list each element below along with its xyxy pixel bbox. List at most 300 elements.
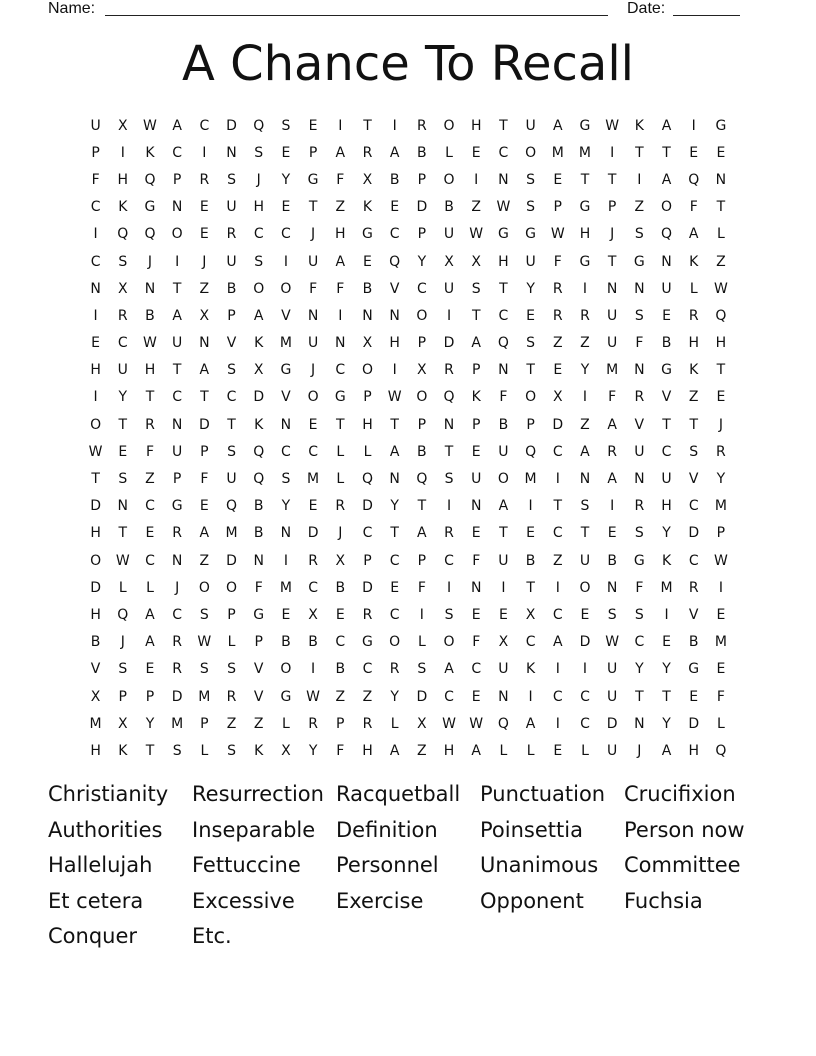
grid-letter[interactable]: P bbox=[607, 199, 617, 216]
grid-letter[interactable]: X bbox=[444, 253, 454, 270]
grid-letter[interactable]: S bbox=[199, 661, 209, 678]
grid-letter[interactable]: A bbox=[145, 606, 155, 623]
grid-letter[interactable]: D bbox=[198, 416, 210, 433]
grid-letter[interactable]: U bbox=[661, 280, 672, 297]
grid-letter[interactable]: I bbox=[283, 552, 288, 569]
grid-letter[interactable]: I bbox=[691, 117, 696, 134]
grid-letter[interactable]: E bbox=[199, 498, 209, 515]
grid-letter[interactable]: S bbox=[444, 471, 454, 488]
grid-letter[interactable]: P bbox=[227, 307, 236, 324]
grid-letter[interactable]: V bbox=[90, 661, 101, 678]
grid-letter[interactable]: W bbox=[605, 634, 620, 651]
grid-letter[interactable]: W bbox=[143, 335, 157, 352]
grid-letter[interactable]: B bbox=[688, 634, 699, 651]
grid-letter[interactable]: P bbox=[471, 416, 481, 433]
grid-letter[interactable]: S bbox=[227, 171, 236, 188]
grid-letter[interactable]: V bbox=[281, 307, 291, 324]
grid-letter[interactable]: T bbox=[689, 416, 698, 433]
grid-letter[interactable]: E bbox=[145, 661, 155, 678]
grid-letter[interactable]: C bbox=[688, 552, 699, 569]
grid-letter[interactable]: I bbox=[610, 144, 615, 161]
grid-letter[interactable]: Q bbox=[715, 307, 727, 324]
grid-letter[interactable]: H bbox=[362, 416, 373, 433]
grid-letter[interactable]: M bbox=[578, 144, 592, 161]
grid-letter[interactable]: I bbox=[392, 117, 397, 134]
grid-letter[interactable]: U bbox=[579, 552, 591, 569]
grid-letter[interactable]: A bbox=[688, 226, 699, 243]
grid-letter[interactable]: I bbox=[528, 688, 533, 705]
grid-letter[interactable]: T bbox=[200, 389, 209, 406]
grid-letter[interactable]: S bbox=[634, 226, 644, 243]
grid-letter[interactable]: C bbox=[281, 443, 291, 460]
grid-letter[interactable]: S bbox=[526, 335, 536, 352]
grid-letter[interactable]: U bbox=[498, 661, 509, 678]
grid-letter[interactable]: C bbox=[416, 280, 427, 297]
grid-letter[interactable]: S bbox=[281, 117, 291, 134]
grid-letter[interactable]: G bbox=[661, 362, 672, 379]
grid-letter[interactable]: C bbox=[335, 362, 346, 379]
grid-letter[interactable]: M bbox=[307, 471, 320, 488]
grid-letter[interactable]: W bbox=[143, 117, 157, 134]
grid-letter[interactable]: P bbox=[254, 634, 263, 651]
grid-letter[interactable]: B bbox=[281, 634, 291, 651]
grid-letter[interactable]: P bbox=[526, 416, 535, 433]
grid-letter[interactable]: X bbox=[362, 171, 373, 188]
grid-letter[interactable]: X bbox=[281, 742, 291, 759]
grid-letter[interactable]: T bbox=[553, 498, 563, 515]
grid-letter[interactable]: K bbox=[471, 389, 481, 406]
grid-letter[interactable]: X bbox=[117, 715, 128, 732]
grid-letter[interactable]: W bbox=[605, 117, 620, 134]
grid-letter[interactable]: A bbox=[661, 742, 672, 759]
grid-letter[interactable]: U bbox=[607, 661, 618, 678]
grid-letter[interactable]: T bbox=[635, 688, 644, 705]
grid-letter[interactable]: L bbox=[146, 579, 154, 596]
grid-letter[interactable]: C bbox=[580, 688, 590, 705]
grid-letter[interactable]: J bbox=[175, 579, 180, 596]
grid-letter[interactable]: H bbox=[117, 171, 129, 188]
grid-letter[interactable]: T bbox=[118, 525, 128, 542]
grid-letter[interactable]: B bbox=[661, 335, 672, 352]
grid-letter[interactable]: K bbox=[661, 552, 672, 569]
grid-letter[interactable]: K bbox=[118, 199, 128, 216]
grid-letter[interactable]: S bbox=[634, 606, 644, 623]
grid-letter[interactable]: E bbox=[281, 606, 291, 623]
grid-letter[interactable]: E bbox=[199, 199, 209, 216]
grid-letter[interactable]: E bbox=[281, 144, 291, 161]
grid-letter[interactable]: I bbox=[283, 253, 288, 270]
grid-letter[interactable]: I bbox=[311, 661, 316, 678]
grid-letter[interactable]: M bbox=[551, 144, 564, 161]
grid-letter[interactable]: H bbox=[362, 742, 373, 759]
grid-letter[interactable]: M bbox=[714, 498, 727, 515]
grid-letter[interactable]: W bbox=[197, 634, 212, 651]
grid-letter[interactable]: E bbox=[498, 606, 508, 623]
grid-letter[interactable]: F bbox=[716, 688, 725, 705]
grid-letter[interactable]: U bbox=[498, 552, 509, 569]
grid-letter[interactable]: E bbox=[390, 579, 400, 596]
grid-letter[interactable]: C bbox=[389, 226, 400, 243]
grid-letter[interactable]: U bbox=[90, 117, 101, 134]
grid-letter[interactable]: M bbox=[171, 715, 184, 732]
grid-letter[interactable]: A bbox=[552, 117, 563, 134]
grid-letter[interactable]: E bbox=[390, 199, 400, 216]
grid-letter[interactable]: H bbox=[90, 525, 101, 542]
grid-letter[interactable]: T bbox=[417, 498, 427, 515]
grid-letter[interactable]: U bbox=[525, 117, 536, 134]
grid-letter[interactable]: Y bbox=[145, 715, 155, 732]
grid-letter[interactable]: T bbox=[172, 280, 182, 297]
grid-letter[interactable]: C bbox=[90, 199, 101, 216]
grid-letter[interactable]: S bbox=[417, 661, 427, 678]
grid-letter[interactable]: Z bbox=[688, 389, 699, 406]
grid-letter[interactable]: W bbox=[88, 443, 103, 460]
grid-letter[interactable]: N bbox=[280, 416, 292, 433]
grid-letter[interactable]: C bbox=[552, 606, 563, 623]
grid-letter[interactable]: B bbox=[607, 552, 617, 569]
grid-letter[interactable]: E bbox=[607, 525, 617, 542]
grid-letter[interactable]: E bbox=[471, 606, 481, 623]
grid-letter[interactable]: U bbox=[443, 280, 455, 297]
grid-letter[interactable]: N bbox=[606, 579, 618, 596]
grid-letter[interactable]: E bbox=[689, 688, 699, 705]
grid-letter[interactable]: T bbox=[336, 416, 345, 433]
grid-letter[interactable]: Q bbox=[144, 171, 156, 188]
grid-letter[interactable]: V bbox=[253, 688, 264, 705]
grid-letter[interactable]: E bbox=[580, 606, 590, 623]
grid-letter[interactable]: F bbox=[200, 471, 209, 488]
grid-letter[interactable]: Z bbox=[471, 199, 482, 216]
grid-letter[interactable]: R bbox=[172, 634, 183, 651]
grid-letter[interactable]: Z bbox=[199, 552, 210, 569]
grid-letter[interactable]: C bbox=[498, 307, 509, 324]
grid-letter[interactable]: G bbox=[144, 199, 156, 216]
grid-letter[interactable]: C bbox=[552, 525, 563, 542]
grid-letter[interactable]: N bbox=[389, 307, 400, 324]
grid-letter[interactable]: Y bbox=[390, 498, 399, 515]
grid-letter[interactable]: A bbox=[525, 715, 536, 732]
grid-letter[interactable]: X bbox=[90, 688, 101, 705]
grid-letter[interactable]: R bbox=[335, 498, 346, 515]
grid-letter[interactable]: K bbox=[526, 661, 536, 678]
grid-letter[interactable]: I bbox=[664, 606, 669, 623]
grid-letter[interactable]: R bbox=[145, 416, 155, 433]
grid-letter[interactable]: O bbox=[389, 634, 401, 651]
grid-letter[interactable]: H bbox=[688, 742, 699, 759]
grid-letter[interactable]: P bbox=[417, 226, 427, 243]
grid-letter[interactable]: N bbox=[498, 362, 509, 379]
grid-letter[interactable]: L bbox=[717, 715, 725, 732]
grid-letter[interactable]: B bbox=[335, 661, 346, 678]
grid-letter[interactable]: Q bbox=[253, 443, 265, 460]
grid-letter[interactable]: T bbox=[580, 171, 590, 188]
grid-letter[interactable]: T bbox=[716, 199, 726, 216]
grid-letter[interactable]: T bbox=[662, 688, 671, 705]
grid-letter[interactable]: W bbox=[469, 226, 484, 243]
grid-letter[interactable]: D bbox=[688, 715, 700, 732]
grid-letter[interactable]: Q bbox=[416, 471, 428, 488]
grid-letter[interactable]: A bbox=[417, 525, 427, 542]
grid-letter[interactable]: R bbox=[444, 362, 454, 379]
grid-letter[interactable]: T bbox=[91, 471, 100, 488]
grid-letter[interactable]: L bbox=[282, 715, 290, 732]
grid-letter[interactable]: C bbox=[253, 226, 264, 243]
grid-letter[interactable]: F bbox=[635, 335, 644, 352]
grid-letter[interactable]: F bbox=[336, 171, 345, 188]
grid-letter[interactable]: R bbox=[172, 661, 183, 678]
grid-letter[interactable]: C bbox=[661, 443, 672, 460]
grid-letter[interactable]: Z bbox=[335, 199, 346, 216]
grid-letter[interactable]: P bbox=[145, 688, 155, 705]
grid-letter[interactable]: I bbox=[175, 253, 180, 270]
grid-letter[interactable]: Q bbox=[688, 171, 700, 188]
grid-letter[interactable]: T bbox=[526, 362, 535, 379]
grid-letter[interactable]: N bbox=[606, 280, 618, 297]
grid-letter[interactable]: P bbox=[336, 715, 345, 732]
grid-letter[interactable]: T bbox=[363, 117, 372, 134]
grid-letter[interactable]: X bbox=[199, 307, 210, 324]
grid-letter[interactable]: P bbox=[471, 362, 481, 379]
grid-letter[interactable]: J bbox=[311, 226, 316, 243]
grid-letter[interactable]: V bbox=[389, 280, 400, 297]
grid-letter[interactable]: U bbox=[443, 226, 455, 243]
grid-letter[interactable]: N bbox=[117, 498, 129, 515]
grid-letter[interactable]: S bbox=[281, 471, 291, 488]
grid-letter[interactable]: T bbox=[444, 443, 454, 460]
grid-letter[interactable]: T bbox=[145, 742, 155, 759]
grid-letter[interactable]: M bbox=[225, 525, 238, 542]
grid-letter[interactable]: E bbox=[471, 688, 481, 705]
grid-letter[interactable]: F bbox=[499, 389, 508, 406]
grid-letter[interactable]: E bbox=[145, 525, 155, 542]
grid-letter[interactable]: Q bbox=[525, 443, 537, 460]
grid-letter[interactable]: U bbox=[307, 335, 319, 352]
grid-letter[interactable]: O bbox=[443, 117, 455, 134]
grid-letter[interactable]: O bbox=[280, 661, 292, 678]
grid-letter[interactable]: N bbox=[90, 280, 101, 297]
grid-letter[interactable]: M bbox=[714, 634, 727, 651]
grid-letter[interactable]: E bbox=[118, 443, 128, 460]
grid-letter[interactable]: O bbox=[443, 634, 455, 651]
grid-letter[interactable]: O bbox=[90, 552, 102, 569]
grid-letter[interactable]: V bbox=[661, 389, 672, 406]
grid-letter[interactable]: P bbox=[91, 144, 100, 161]
grid-letter[interactable]: N bbox=[171, 199, 183, 216]
grid-letter[interactable]: A bbox=[580, 443, 590, 460]
grid-letter[interactable]: E bbox=[363, 253, 372, 270]
grid-letter[interactable]: N bbox=[389, 471, 400, 488]
grid-letter[interactable]: P bbox=[553, 199, 562, 216]
grid-letter[interactable]: K bbox=[145, 144, 155, 161]
grid-letter[interactable]: G bbox=[497, 226, 509, 243]
grid-letter[interactable]: L bbox=[336, 443, 345, 460]
grid-letter[interactable]: Z bbox=[552, 552, 563, 569]
grid-letter[interactable]: B bbox=[525, 552, 536, 569]
grid-letter[interactable]: L bbox=[499, 742, 508, 759]
grid-letter[interactable]: G bbox=[171, 498, 183, 515]
grid-letter[interactable]: X bbox=[471, 253, 482, 270]
grid-letter[interactable]: D bbox=[307, 525, 319, 542]
grid-letter[interactable]: L bbox=[200, 742, 209, 759]
grid-letter[interactable]: Y bbox=[526, 280, 535, 297]
grid-letter[interactable]: C bbox=[172, 606, 183, 623]
grid-letter[interactable]: S bbox=[634, 307, 644, 324]
grid-letter[interactable]: V bbox=[226, 335, 237, 352]
grid-letter[interactable]: P bbox=[227, 606, 236, 623]
grid-letter[interactable]: G bbox=[715, 117, 727, 134]
grid-letter[interactable]: I bbox=[338, 307, 343, 324]
grid-letter[interactable]: P bbox=[172, 471, 182, 488]
grid-letter[interactable]: P bbox=[308, 144, 318, 161]
grid-letter[interactable]: C bbox=[172, 144, 183, 161]
grid-letter[interactable]: O bbox=[198, 579, 210, 596]
grid-letter[interactable]: R bbox=[688, 307, 699, 324]
grid-letter[interactable]: F bbox=[417, 579, 426, 596]
grid-letter[interactable]: Y bbox=[308, 742, 318, 759]
grid-letter[interactable]: D bbox=[171, 688, 183, 705]
grid-letter[interactable]: M bbox=[279, 335, 292, 352]
grid-letter[interactable]: B bbox=[417, 144, 427, 161]
grid-letter[interactable]: A bbox=[498, 498, 509, 515]
grid-letter[interactable]: J bbox=[147, 253, 153, 270]
grid-letter[interactable]: Z bbox=[634, 199, 645, 216]
grid-letter[interactable]: T bbox=[499, 117, 508, 134]
grid-letter[interactable]: P bbox=[417, 552, 427, 569]
grid-letter[interactable]: D bbox=[606, 715, 618, 732]
grid-letter[interactable]: T bbox=[499, 280, 508, 297]
grid-letter[interactable]: L bbox=[526, 742, 535, 759]
grid-letter[interactable]: E bbox=[91, 335, 101, 352]
grid-letter[interactable]: I bbox=[501, 579, 506, 596]
grid-letter[interactable]: E bbox=[716, 606, 726, 623]
grid-letter[interactable]: U bbox=[117, 362, 128, 379]
grid-letter[interactable]: T bbox=[662, 416, 671, 433]
grid-letter[interactable]: A bbox=[335, 144, 346, 161]
grid-letter[interactable]: J bbox=[311, 362, 316, 379]
grid-letter[interactable]: R bbox=[416, 117, 427, 134]
grid-letter[interactable]: S bbox=[118, 661, 128, 678]
grid-letter[interactable]: P bbox=[363, 552, 372, 569]
grid-letter[interactable]: L bbox=[717, 226, 725, 243]
grid-letter[interactable]: N bbox=[715, 171, 727, 188]
grid-letter[interactable]: O bbox=[253, 280, 265, 297]
grid-letter[interactable]: Y bbox=[118, 389, 128, 406]
grid-letter[interactable]: D bbox=[90, 579, 101, 596]
grid-letter[interactable]: X bbox=[117, 117, 128, 134]
grid-letter[interactable]: C bbox=[90, 253, 101, 270]
grid-letter[interactable]: T bbox=[145, 389, 155, 406]
grid-letter[interactable]: G bbox=[579, 253, 591, 270]
grid-letter[interactable]: R bbox=[552, 280, 563, 297]
grid-letter[interactable]: A bbox=[172, 307, 182, 324]
grid-letter[interactable]: W bbox=[115, 552, 130, 569]
grid-letter[interactable]: Q bbox=[226, 498, 238, 515]
grid-letter[interactable]: U bbox=[226, 199, 237, 216]
grid-letter[interactable]: E bbox=[716, 389, 726, 406]
grid-letter[interactable]: E bbox=[308, 416, 318, 433]
grid-letter[interactable]: C bbox=[145, 552, 155, 569]
grid-letter[interactable]: G bbox=[307, 171, 319, 188]
grid-letter[interactable]: C bbox=[308, 579, 318, 596]
grid-letter[interactable]: A bbox=[172, 117, 182, 134]
grid-letter[interactable]: N bbox=[335, 335, 346, 352]
grid-letter[interactable]: O bbox=[525, 144, 537, 161]
grid-letter[interactable]: V bbox=[688, 471, 699, 488]
grid-letter[interactable]: N bbox=[634, 471, 645, 488]
grid-letter[interactable]: S bbox=[227, 443, 236, 460]
grid-letter[interactable]: P bbox=[417, 335, 427, 352]
grid-letter[interactable]: K bbox=[689, 253, 699, 270]
grid-letter[interactable]: L bbox=[227, 634, 236, 651]
grid-letter[interactable]: C bbox=[199, 117, 210, 134]
grid-letter[interactable]: I bbox=[555, 579, 560, 596]
grid-letter[interactable]: T bbox=[607, 253, 617, 270]
grid-letter[interactable]: Y bbox=[580, 362, 590, 379]
grid-letter[interactable]: L bbox=[581, 742, 589, 759]
grid-letter[interactable]: N bbox=[470, 498, 482, 515]
grid-letter[interactable]: D bbox=[226, 117, 237, 134]
grid-letter[interactable]: L bbox=[363, 443, 372, 460]
grid-letter[interactable]: W bbox=[713, 552, 728, 569]
grid-letter[interactable]: A bbox=[444, 661, 454, 678]
grid-letter[interactable]: M bbox=[606, 362, 619, 379]
grid-letter[interactable]: Q bbox=[253, 117, 265, 134]
grid-letter[interactable]: T bbox=[607, 171, 617, 188]
grid-letter[interactable]: H bbox=[579, 226, 591, 243]
grid-letter[interactable]: A bbox=[607, 471, 617, 488]
grid-letter[interactable]: S bbox=[227, 742, 236, 759]
grid-letter[interactable]: C bbox=[552, 443, 563, 460]
grid-letter[interactable]: E bbox=[308, 498, 318, 515]
grid-letter[interactable]: C bbox=[389, 552, 400, 569]
grid-letter[interactable]: C bbox=[226, 389, 237, 406]
grid-letter[interactable]: G bbox=[253, 606, 265, 623]
grid-letter[interactable]: J bbox=[202, 253, 207, 270]
grid-letter[interactable]: G bbox=[579, 117, 591, 134]
grid-letter[interactable]: Q bbox=[715, 742, 727, 759]
grid-letter[interactable]: E bbox=[526, 307, 536, 324]
grid-letter[interactable]: D bbox=[443, 335, 455, 352]
grid-letter[interactable]: J bbox=[338, 525, 343, 542]
grid-letter[interactable]: G bbox=[362, 226, 373, 243]
grid-letter[interactable]: O bbox=[90, 416, 102, 433]
grid-letter[interactable]: C bbox=[471, 661, 482, 678]
grid-letter[interactable]: T bbox=[499, 525, 508, 542]
grid-letter[interactable]: Z bbox=[362, 688, 373, 705]
grid-letter[interactable]: R bbox=[308, 715, 318, 732]
grid-letter[interactable]: U bbox=[607, 742, 618, 759]
grid-letter[interactable]: A bbox=[389, 742, 400, 759]
grid-letter[interactable]: U bbox=[498, 443, 509, 460]
grid-letter[interactable]: I bbox=[555, 715, 560, 732]
grid-letter[interactable]: R bbox=[308, 552, 318, 569]
grid-letter[interactable]: C bbox=[552, 688, 563, 705]
grid-letter[interactable]: Y bbox=[281, 498, 291, 515]
grid-letter[interactable]: N bbox=[253, 552, 264, 569]
grid-letter[interactable]: I bbox=[555, 661, 560, 678]
grid-letter[interactable]: Y bbox=[635, 661, 644, 678]
grid-letter[interactable]: O bbox=[443, 171, 455, 188]
grid-letter[interactable]: S bbox=[689, 443, 699, 460]
grid-letter[interactable]: G bbox=[525, 226, 537, 243]
grid-letter[interactable]: T bbox=[227, 416, 236, 433]
grid-letter[interactable]: D bbox=[552, 416, 564, 433]
grid-letter[interactable]: T bbox=[390, 416, 399, 433]
grid-letter[interactable]: Z bbox=[145, 471, 155, 488]
grid-letter[interactable]: U bbox=[661, 471, 672, 488]
grid-letter[interactable]: M bbox=[279, 579, 292, 596]
grid-letter[interactable]: I bbox=[392, 362, 397, 379]
